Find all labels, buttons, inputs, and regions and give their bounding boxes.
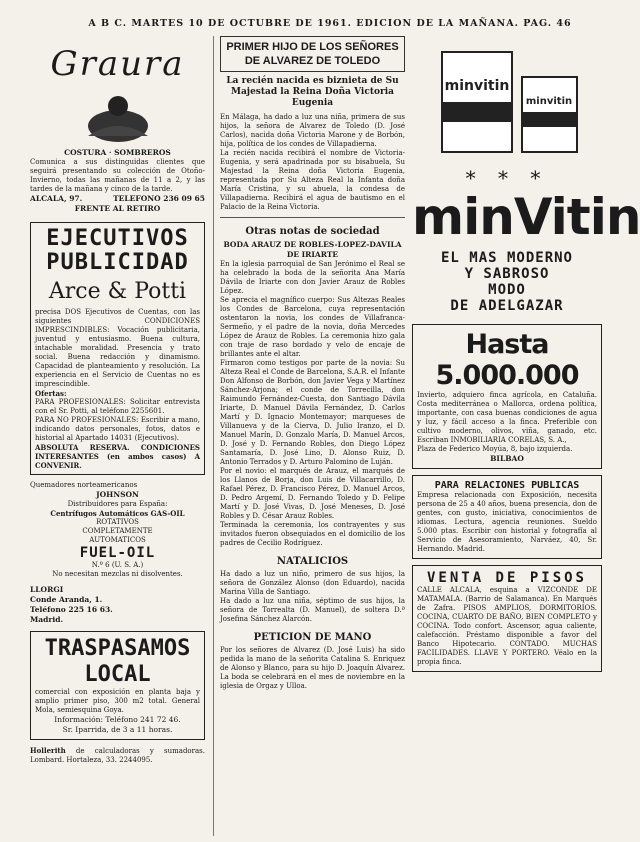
ejecutivos-para: PARA PROFESIONALES: Solicitar entrevista con el Sr. Potti, al teléfono 2255601.	[35, 398, 200, 415]
pisos-body: CALLE ALCALA, esquina a VIZCONDE DE MATAMALA. (Barrio de Salamanca). En Marqués de Zafra. PISOS AMPLIOS, DORMITORIOS. COCINA, CUARTO DE BAÑO, BIEN COMPLETO y COCINA. Todo confort. Ascensor, agua caliente, calefacción. Préstamo disponible a favor del Banco Hipotecario. CONTADO. MUCHAS FACILIDADES. LLAVE Y PORTERO. Véalo en la propia finca.	[417, 586, 597, 666]
johnson-num: N.º 6 (U. S. A.)	[91, 561, 144, 569]
article-title: PRIMER HIJO DE LOS SEÑORES DE ALVAREZ DE TOLEDO	[220, 36, 405, 72]
traspasamos-contact: Sr. Iparrida, de 3 a 11 horas.	[62, 725, 173, 734]
divider	[220, 217, 405, 218]
article-p2: La recién nacida recibirá el nombre de Victoria-Eugenia, y será apadrinada por su bisabuela, Su Majestad la Reina doña Victoria Eugenia, representada por Su Alteza Real la Infanta doña María Cristina, y su abuela, la condesa de Villapadierna. Recibirá el agua de bautismo en el Palacio de la Reina Victoria.	[220, 149, 405, 211]
graura-ad	[30, 44, 205, 214]
product-label-2: minvitin	[525, 96, 573, 107]
johnson-intro: Quemadores norteamericanos	[30, 481, 138, 489]
traspasamos-title2: LOCAL	[84, 662, 151, 687]
hasta-title: Hasta 5.000.000	[435, 329, 579, 391]
pisos-ad	[412, 565, 602, 672]
johnson-line2: Centrífugos Automáticos GAS-OIL	[50, 509, 185, 518]
slogan-line3: MODO	[488, 282, 526, 298]
product-label-1: minvitin	[444, 78, 510, 94]
johnson-fuel: FUEL-OIL	[79, 545, 156, 561]
traspasamos-title1: TRASPASAMOS	[44, 636, 191, 661]
traspasamos-body: comercial con exposición en planta baja y amplio primer piso, 300 m2 total. General Mola, semiesquina Goya.	[35, 688, 200, 714]
pisos-title: VENTA DE PISOS	[426, 570, 587, 586]
graura-line1: COSTURA · SOMBREROS	[64, 148, 171, 157]
graura-front: FRENTE AL RETIRO	[74, 204, 161, 213]
traspasamos-info: Información: Teléfono 241 72 46.	[54, 715, 181, 724]
article-p9: Ha dado a luz una niña, séptimo de sus hijos, la señora de Torrealta (D. Manuel), de soltera D.ª Josefina Sánchez Alarcón.	[220, 597, 405, 623]
johnson-comp: COMPLETAMENTE	[82, 527, 153, 535]
article-p8: Ha dado a luz un niño, primero de sus hijos, la señora de González Alonso (don Eduardo), nacida Marina Villa de Santiago.	[220, 570, 405, 596]
graura-addr: ALCALA, 97.	[30, 194, 83, 203]
footer-text: de calculadoras y sumadoras. Lombard. Hortaleza, 33. 2244095.	[30, 747, 205, 764]
graura-tel: TELEFONO 236 09 65	[113, 194, 205, 203]
product-box-illustration	[422, 42, 592, 162]
ejecutivos-title1: EJECUTIVOS	[46, 226, 189, 251]
llorgi-name: LLORGI	[30, 585, 64, 594]
johnson-nota: No necesitan mezclas ni disolventes.	[52, 570, 183, 578]
ejecutivos-para2: PARA NO PROFESIONALES: Escribir a mano, indicando datos personales, fotos, datos e historial al Apartado 14031 (Ejecutivos).	[35, 416, 200, 442]
article-p7: Terminada la ceremonia, los contrayentes y sus invitados fueron obsequiados en el domicilio de los padres de Cecilio Rodríguez.	[220, 521, 405, 547]
graura-body: Comunica a sus distinguidas clientes que seguirá presentando su colección de Otoño-Invierno, todas las mañanas de 11 a 2, y las tardes de la mañana y cinco de la tarde.	[30, 158, 205, 193]
page-header: A B C. MARTES 10 DE OCTUBRE DE 1961. EDICION DE LA MAÑANA. PAG. 46	[88, 18, 572, 29]
ejecutivos-body: precisa DOS Ejecutivos de Cuentas, con las siguientes CONDICIONES IMPRESCINDIBLES: Vocación publicitaria, juventud y entusiasmo. Buena cultura, intachable moralidad. Presencia y trato social. Buena redacción y dinamismo. Capacidad de planteamiento y resolución. La experiencia en el Servicio de Cuentas no es imprescindible.	[35, 308, 200, 388]
rp-title: PARA RELACIONES PUBLICAS	[434, 480, 580, 491]
slogan-line4: DE ADELGAZAR	[450, 298, 564, 314]
seamstress-illustration	[68, 86, 168, 144]
asterisks: * * *	[465, 166, 549, 190]
middle-column	[213, 36, 405, 836]
article-p5: Firmaron como testigos por parte de la novia: Su Alteza Real el Conde de Barcelona, S.A.R. el Infante Don Alfonso de Borbón, don Javier Vega y Martínez Sánchez-Arjona; el conde de Torrecilla, don Raimundo Fernández-Cuesta, don Santiago Dávila Iriarte, D. Manuel Dávila Fernández, D. Carlos Martí y D. Ignacio Montemayor; marqueses de Villanueva y de la Cierva, D. Julio Iranzo, el D. Manuel Marín, D. Gonzalo María, D. Manuel Arcos, D. José y D. Fernando Robles, don Diego López Santamaría, D. José Lino, D. Alonso Ruiz, D. Antonio Terrados y D. Arturo Palomino de Luján.	[220, 359, 405, 466]
johnson-ad	[30, 481, 205, 579]
hasta-city: BILBAO	[490, 454, 524, 463]
traspasamos-ad	[30, 631, 205, 740]
sub-heading: Otras notas de sociedad	[245, 226, 380, 237]
slogan-line2: Y SABROSO	[464, 266, 550, 282]
ejecutivos-name: Arce & Potti	[48, 279, 187, 304]
relaciones-ad	[412, 475, 602, 559]
johnson-rot: ROTATIVOS	[96, 518, 139, 526]
natalicios-heading: NATALICIOS	[276, 556, 349, 567]
graura-logo: Graura	[50, 44, 185, 84]
peticion-heading: PETICION DE MANO	[253, 632, 372, 643]
slogan-line1: EL MAS MODERNO	[440, 250, 573, 266]
article-p3: En la iglesia parroquial de San Jerónimo el Real se ha celebrado la boda de la señorita Ana María Dávila de Iriarte con don Javier Arauz de Robles López.	[220, 260, 405, 295]
article-p4: Se aprecia el magnífico cuerpo: Sus Altezas Reales los Condes de Barcelona, cuya representación ostentaron la novia, los condes de Villafranca-Sermeño, y el padre de la novia, doña Mercedes López de Arauz de Robles. La ceremonia hizo gala con traje de raso bordado y velo de encaje de brillantes ante el altar.	[220, 296, 405, 358]
brand-name: minVitin	[412, 188, 640, 246]
ejecutivos-ad	[30, 222, 205, 475]
rp-body: Empresa relacionada con Exposición, necesita persona de 25 a 40 años, buena presencia, don de gentes, con gusto, iniciativa, conocimientos de idiomas. Lectura, agencia reuniones. Sueldo 5.000 ptas. Escribir con historial y fotografía al Servicio de Asesoramiento, Narváez, 40, Sr. Hernando. Madrid.	[417, 491, 597, 553]
llorgi-city: Madrid.	[30, 615, 64, 624]
article-p1: En Málaga, ha dado a luz una niña, primera de sus hijos, la señora de Alvarez de Toledo (D. José Carlos), nacida doña Victoria Marone y de Borbón, hija, política de los condes de Villapadierna.	[220, 113, 405, 148]
llorgi-tel: Teléfono 225 16 63.	[30, 605, 113, 614]
footer-ad	[30, 746, 205, 765]
article-subtitle: La recién nacida es biznieta de Su Majestad la Reina Doña Victoria Eugenia	[226, 76, 399, 108]
johnson-name: JOHNSON	[96, 490, 139, 499]
article-p10: Por los señores de Alvarez (D. José Luis) ha sido pedida la mano de la señorita Catalina S. Enriquez de Alonso y Blanco, para su hijo D. Joaquín Alvarez. La boda se celebrará en el mes de noviembre en la iglesia de Orgaz y Ulloa.	[220, 646, 405, 690]
footer-label: Hollerith	[30, 746, 66, 755]
slogan	[412, 250, 602, 314]
boda-heading: BODA ARAUZ DE ROBLES-LOPEZ-DAVILA DE IRIARTE	[223, 240, 402, 259]
llorgi-ad	[30, 585, 205, 625]
johnson-line1: Distribuidores para España:	[67, 500, 168, 508]
llorgi-addr: Conde Aranda, 1.	[30, 595, 103, 604]
right-column	[412, 36, 640, 836]
ejecutivos-reserva: ABSOLUTA RESERVA. CONDICIONES INTERESANTES (en ambos casos) A CONVENIR.	[35, 443, 200, 470]
left-column	[30, 36, 205, 836]
ejecutivos-offers: Ofertas:	[35, 389, 67, 398]
ejecutivos-title2: PUBLICIDAD	[46, 250, 189, 275]
johnson-auto: AUTOMATICOS	[89, 536, 146, 544]
article-p6: Por el novio: el marqués de Arauz, el marqués de los Llanos de Borja, don Luis de Villacarrillo, D. Rafael Pérez, D. Francisco Pérez, D. Manuel Arcos, D. Pedro Argemí, D. Fernando Toledo y D. Felipe Martí y D. José Vivas, D. José Meneses, D. José Robles y D. César Arauz Robles.	[220, 467, 405, 520]
hasta-addr: Plaza de Federico Moyúa, 8, bajo izquierda.	[417, 445, 573, 453]
hasta-body: Invierto, adquiero finca agrícola, en Cataluña. Costa mediterránea o Mallorca, ordena política, importante, con casa buenas condiciones de agua y luz, y fácil acceso a la finca. Preferible con cultivo moderno, olivos, viña, ganado, etc. Escriban INMOBILIARIA CORELAS, S. A.,	[417, 391, 597, 444]
hasta-ad	[412, 324, 602, 469]
